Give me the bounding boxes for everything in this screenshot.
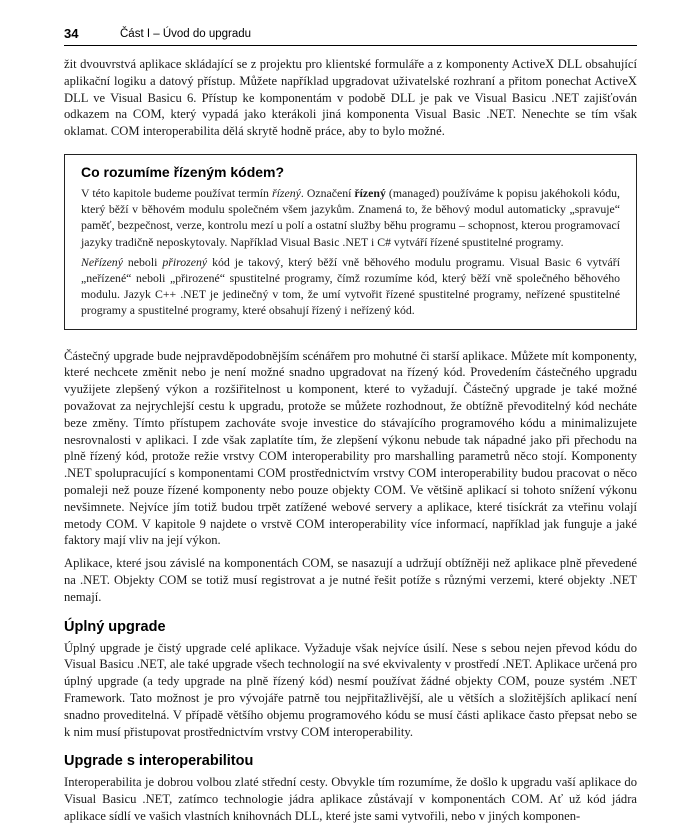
sidebar-title: Co rozumíme řízeným kódem? bbox=[81, 163, 285, 180]
sidebar-text: (managed) používáme k popisu jakéhokoli kódu, který běží v běhovém modulu společném všem jazykům. Znamená to, že běhový modul automaticky „spravuje“ paměť, bezpečnost, verze, kontrolu mezí u polí a ostatní služby běhu programu – schopnost, kterou programovací jazyky tradičně neposkytovaly. Například Visual Basic .NET i C# vytváří řízené spustitelné programy. bbox=[81, 185, 621, 249]
sidebar-term: přirozený bbox=[162, 254, 208, 269]
page-body bbox=[64, 56, 637, 825]
section-heading-full-upgrade: Úplný upgrade bbox=[64, 618, 166, 635]
partial-upgrade-paragraph-2: Aplikace, které jsou závislé na komponentách COM, se nasazují a udržují obtížněji než aplikace plně převedené na .NET. Objekty COM se totiž musí registrovat a je nutné řešit potíže s různými verzemi, které objekty .NET nemají. bbox=[64, 556, 637, 604]
sidebar-term: Neřízený bbox=[81, 254, 123, 269]
sidebar-paragraph-2 bbox=[81, 254, 620, 319]
page-number: 34 bbox=[64, 26, 79, 41]
interop-upgrade-paragraph: Interoperabilita je dobrou volbou zlaté střední cesty. Obvykle tím rozumíme, že došlo k upgradu vaší aplikace do Visual Basicu .NET, zatímco technologie jádra aplikace zůstávají v komponentách COM. Ať už kód jádra aplikace sídlí ve vašich vlastních knihovnách DLL, které jste sami vytvořili, nebo v jiných komponen- bbox=[64, 775, 637, 823]
sidebar-paragraph-1 bbox=[81, 185, 620, 250]
page-header bbox=[64, 27, 637, 46]
sidebar-term-bold: řízený bbox=[354, 185, 386, 200]
sidebar-text: kód je takový, který běží vně běhového modulu programu. Visual Basic 6 vytváří „neřízené“ neboli „přirozené“ spustitelné programy, čímž rozumíme kód, který běží vně společného běhového modulu. Jazyk C++ .NET je jedinečný v tom, že umí vytvořit řízené spustitelné programy, neřízené spustitelné programy a spustitelné programy, které obsahují řízený i neřízený kód. bbox=[81, 254, 620, 318]
sidebar-text: V této kapitole budeme používat termín bbox=[81, 185, 272, 200]
sidebar-box bbox=[64, 154, 637, 330]
sidebar-term: řízený bbox=[272, 185, 301, 200]
sidebar-text: . Označení bbox=[300, 185, 355, 200]
partial-upgrade-paragraph-1: Částečný upgrade bude nejpravděpodobnějším scénářem pro mohutné či starší aplikace. Můžete mít komponenty, které nechcete změnit nebo je není možné snadno upgradovat na řízený kód. Provedením částečného upgradu využijete zlepšený výkon a rozšiřitelnost u komponent, které to vyžadují. Částečný upgrade je také možné považovat za nejrychlejší cestu k upgradu, protože se můžete rozhodnout, že obtížně převoditelný kód necháte beze změny. Tímto přístupem zachováte svoje investice do stávajícího programového kódu a minimalizujete nesrovnalosti v aplikaci. I zde však zaplatíte tím, že zlepšení výkonu nebude tak nápadné jako při přechodu na plně řízený kód, protože režie vrstvy COM interoperability pro marshalling parametrů něco stojí. Komponenty .NET spolupracující s komponentami COM prostřednictvím vrstvy COM interoperability budou pracovat o něco pomaleji než pouze řízené komponenty nebo pouze objekty COM. Ve většině aplikací si tohoto snížení výkonu nevšimnete. Nejvíce jím totiž budou trpět zatížené webové servery a aplikace, které tisíckrát za vteřinu volají metody COM. V kapitole 9 najdete o vrstvě COM interoperability více informací, například jak funguje a jaké faktory mají vliv na její výkon. bbox=[64, 348, 637, 548]
running-head: Část I – Úvod do upgradu bbox=[120, 28, 252, 40]
full-upgrade-paragraph: Úplný upgrade je čistý upgrade celé aplikace. Vyžaduje však nejvíce úsilí. Nese s sebou nejen převod kódu do Visual Basicu .NET, ale také upgrade všech technologií na své ekvivalenty v prostředí .NET. Aplikace určená pro úplný upgrade (a tedy upgrade na plně řízený kód) nesmí používat žádné objekty COM, pouze systém .NET Framework. Tato možnost je pro vývojáře patrně tou nejpřitažlivější, ale u větších a složitějších aplikací není snadno proveditelná. V případě většího objemu programového kódu se musí části aplikace často přepsat nebo se k nim musí přistupovat prostřednictvím vrstvy COM interoperability. bbox=[64, 640, 637, 739]
intro-paragraph: žit dvouvrstvá aplikace skládající se z projektu pro klientské formuláře a z komponenty ActiveX DLL obsahující aplikační logiku a datový přístup. Můžete například upgradovat uživatelské rozhraní a přitom ponechat ActiveX DLL ve Visual Basicu 6. Přístup ke komponentám v podobě DLL je pak ve Visual Basicu .NET zajišťován odkazem na COM, který vypadá jako kterákoli jiná komponenta Visual Basic .NET. Nenechte se tím však oklamat. COM interoperabilita dělá skrytě hodně práce, aby to bylo možné. bbox=[64, 57, 637, 139]
sidebar-text: neboli bbox=[122, 254, 163, 269]
section-heading-interop-upgrade: Upgrade s interoperabilitou bbox=[64, 753, 254, 770]
